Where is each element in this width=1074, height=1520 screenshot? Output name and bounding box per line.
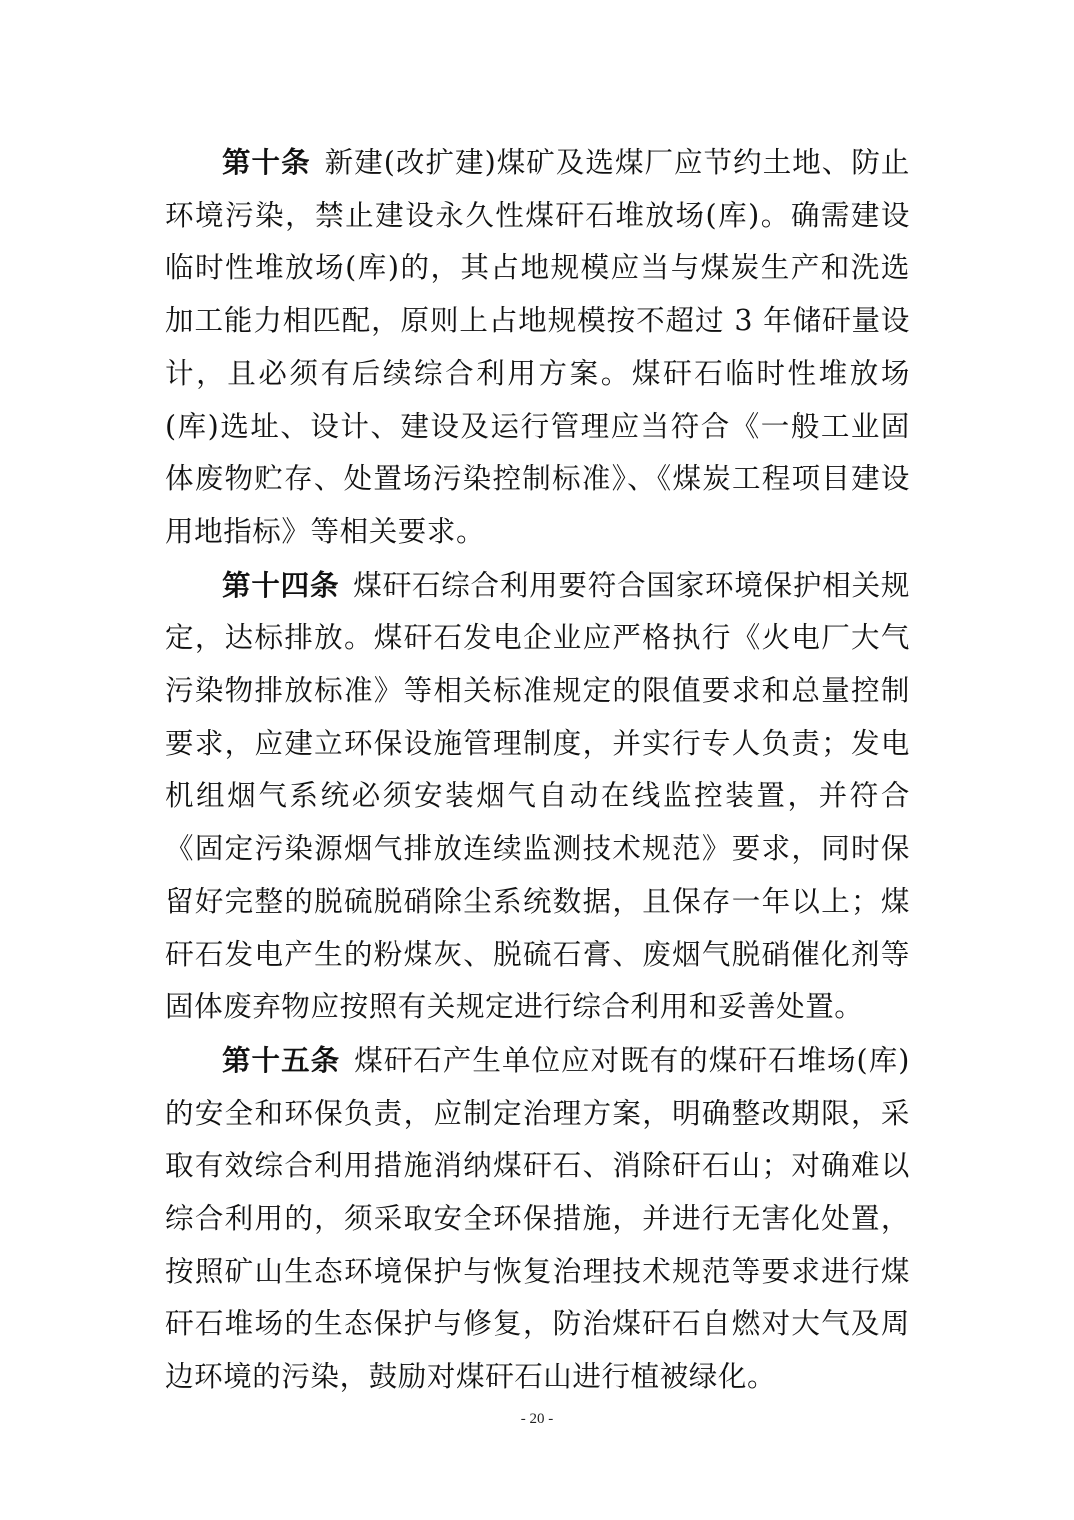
page-number: - 20 -	[520, 1411, 554, 1427]
document-body	[165, 136, 910, 1404]
article-text: 新建(改扩建)煤矿及选煤厂应节约土地、防止环境污染，禁止建设永久性煤矸石堆放场(库)。确需建设临时性堆放场(库)的，其占地规模应当与煤炭生产和洗选加工能力相匹配，原则上占地规模按不超过 3 年储矸量设计，且必须有后续综合利用方案。煤矸石临时性堆放场(库)选址、设计、建设及运行管理应当符合《一般工业固体废物贮存、处置场污染控制标准》、《煤炭工程项目建设用地指标》等相关要求。	[165, 146, 910, 548]
article-text: 煤矸石产生单位应对既有的煤矸石堆场(库)的安全和环保负责，应制定治理方案，明确整改期限，采取有效综合利用措施消纳煤矸石、消除矸石山；对确难以综合利用的，须采取安全环保措施，并进行无害化处置，按照矿山生态环境保护与恢复治理技术规范等要求进行煤矸石堆场的生态保护与修复，防治煤矸石自燃对大气及周边环境的污染，鼓励对煤矸石山进行植被绿化。	[165, 1043, 910, 1394]
article-14	[165, 559, 910, 1034]
article-10	[165, 136, 910, 559]
article-15	[165, 1034, 910, 1404]
article-heading: 第十条	[222, 145, 311, 179]
article-text: 煤矸石综合利用要符合国家环境保护相关规定，达标排放。煤矸石发电企业应严格执行《火电厂大气污染物排放标准》等相关标准规定的限值要求和总量控制要求，应建立环保设施管理制度，并实行专人负责；发电机组烟气系统必须安装烟气自动在线监控装置，并符合《固定污染源烟气排放连续监测技术规范》要求，同时保留好完整的脱硫脱硝除尘系统数据，且保存一年以上；煤矸石发电产生的粉煤灰、脱硫石膏、废烟气脱硝催化剂等固体废弃物应按照有关规定进行综合利用和妥善处置。	[165, 568, 911, 1024]
article-heading: 第十四条	[222, 567, 340, 602]
article-heading: 第十五条	[222, 1042, 341, 1077]
